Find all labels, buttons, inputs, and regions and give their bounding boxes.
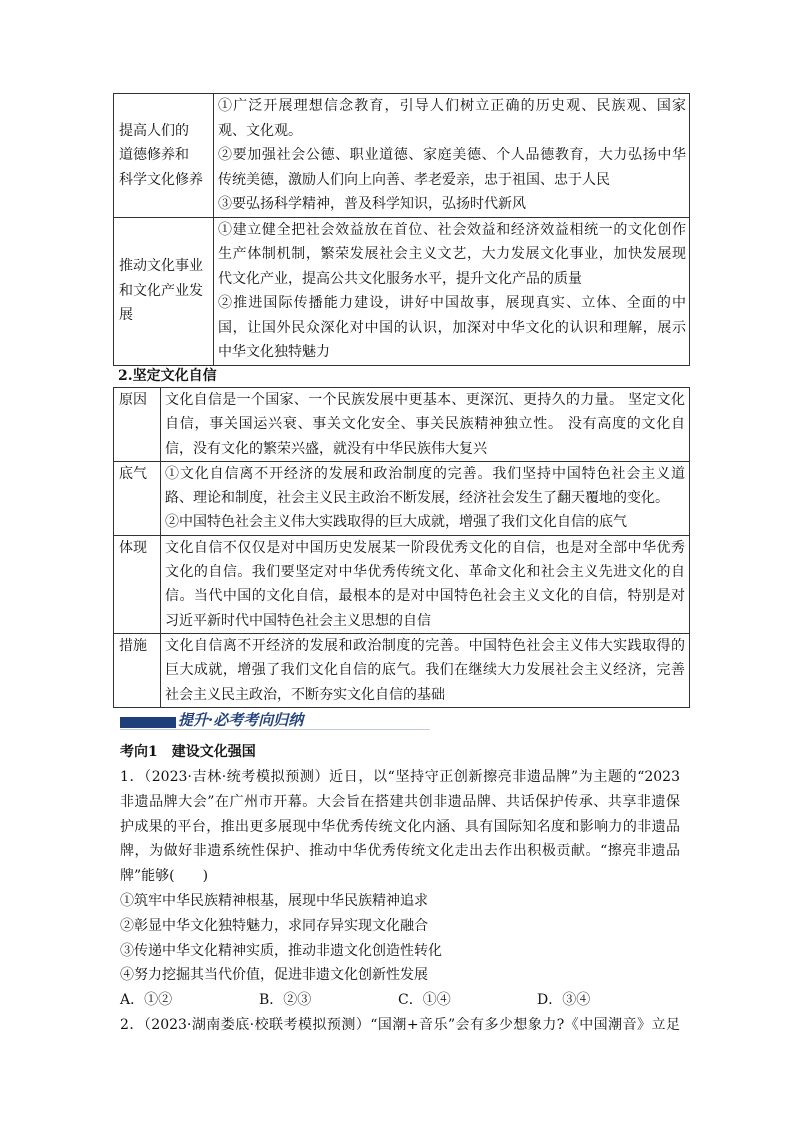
statement-item: ②彰显中华文化独特魅力，求同存异实现文化融合 [120, 917, 428, 934]
statement-item: ③传递中华文化精神实质，推动非遗文化创造性转化 [120, 942, 442, 959]
text-line: 信。当代中国的文化自信，最根本的是对中国特色社会主义文化的自信，特别是对 [165, 588, 685, 605]
text-line: 路、理论和制度，社会主义民主政治不断发展，经济社会发生了翻天覆地的变化。 [165, 490, 669, 507]
question-stem [120, 1013, 680, 1038]
text-line: ②推进国际传播能力建设，讲好中国故事，展现真实、立体、全面的中 [218, 295, 686, 311]
text-line: ①广泛开展理想信念教育，引导人们树立正确的历史观、民族观、国家 [218, 98, 686, 114]
text-line: ②要加强社会公德、职业道德、家庭美德、个人品德教育，大力弘扬中华 [218, 147, 686, 163]
row-label: 底气 [114, 462, 161, 535]
text-line: 中华文化独特魅力 [218, 344, 330, 360]
question-list [120, 765, 680, 1038]
answer-options [120, 988, 680, 1013]
answer-option: B．②③ [259, 992, 312, 1009]
text-line: 生产体制机制，繁荣发展社会主义文艺，大力发展文化事业，加快发展现 [218, 246, 686, 262]
row-label-line: 展 [119, 307, 133, 324]
paragraph [165, 536, 685, 633]
text-line: 文化自信离不开经济的发展和政治制度的完善。中国特色社会主义伟大实践取得的 [165, 637, 685, 654]
section-banner [120, 712, 430, 730]
stem-line: 牌”能够( ) [120, 868, 209, 885]
table-row [114, 462, 689, 536]
text-line: ①文化自信离不开经济的发展和政治制度的完善。我们坚持中国特色社会主义道 [165, 465, 685, 482]
question-item [120, 1013, 680, 1038]
answer-option: D．③④ [537, 992, 591, 1009]
answer-option: C．①④ [398, 992, 451, 1009]
paragraph [165, 634, 685, 707]
question-stem [120, 765, 680, 889]
text-line: 习近平新时代中国特色社会主义思想的自信 [165, 612, 431, 629]
text-line: 巨大成就，增强了我们文化自信的底气。我们在继续大力发展社会主义经济，完善 [165, 662, 685, 679]
stem-line: 2．（2023·湖南娄底·校联考模拟预测）“国潮+音乐”会有多少想象力?《中国潮音》立足 [120, 1016, 680, 1033]
table-row [114, 218, 689, 366]
question-item [120, 765, 680, 1013]
stem-line: 护成果的平台，推出更多展现中华优秀传统文化内涵、具有国际知名度和影响力的非遗品 [120, 818, 680, 835]
row-label-line: 道德修养和 [119, 147, 189, 163]
row-label-line: 推动文化事业 [119, 258, 203, 275]
paragraph [218, 218, 686, 292]
paragraph [165, 388, 685, 461]
text-line: ③要弘扬科学精神，普及科学知识，弘扬时代新风 [218, 196, 526, 212]
table-row [114, 388, 689, 462]
paragraph [218, 94, 686, 143]
text-line: 传统美德，激励人们向上向善、孝老爱亲，忠于祖国、忠于人民 [218, 171, 610, 188]
row-content [161, 388, 689, 461]
row-label: 体现 [114, 536, 161, 633]
row-label: 原因 [114, 388, 161, 461]
row-label-line: 和文化产业发 [119, 282, 203, 299]
text-line: 观、文化观。 [218, 122, 302, 139]
paragraph [165, 510, 685, 534]
text-line: ①建立健全把社会效益放在首位、社会效益和经济效益相统一的文化创作 [218, 221, 686, 238]
banner-title: 提升·必考考向归纳 [178, 711, 304, 729]
stem-line: 1．（2023·吉林·统考模拟预测）近日，以“坚持守正创新擦亮非遗品牌”为主题的“2023 [120, 769, 680, 785]
row-content [214, 94, 689, 217]
section-heading: 2.坚定文化自信 [118, 368, 217, 384]
paragraph [218, 192, 686, 217]
row-label-line: 提高人们的 [119, 122, 189, 139]
text-line: 社会主义民主政治，不断夯实文化自信的基础 [165, 686, 445, 703]
statement-item: ①筑牢中华民族精神根基，展现中华民族精神追求 [120, 892, 428, 909]
topic-heading: 考向1 建设文化强国 [120, 744, 256, 760]
paragraph [218, 143, 686, 192]
table-row [114, 536, 689, 634]
answer-option: A．①② [120, 992, 173, 1009]
row-content [161, 462, 689, 535]
table-row [114, 634, 689, 708]
text-line: 代文化产业，提高公共文化服务水平，提升文化产品的质量 [218, 270, 582, 287]
text-line: 文化的自信。我们要坚定对中华优秀传统文化、革命文化和社会主义先进文化的自 [165, 564, 685, 581]
row-label-line: 科学文化修养 [119, 171, 203, 188]
text-line: ②中国特色社会主义伟大实践取得的巨大成就，增强了我们文化自信的底气 [165, 514, 627, 531]
text-line: 信，没有文化的繁荣兴盛，就没有中华民族伟大复兴 [165, 440, 487, 457]
text-line: 文化自信不仅仅是对中国历史发展某一阶段优秀文化的自信，也是对全部中华优秀 [165, 539, 685, 556]
stem-line: 非遗品牌大会”在广州市开幕。大会旨在搭建共创非遗品牌、共话保护传承、共享非遗保 [120, 793, 680, 810]
row-content [214, 218, 689, 365]
summary-table-culture-development [113, 93, 690, 366]
row-label [114, 218, 214, 365]
summary-table-cultural-confidence [113, 387, 690, 708]
text-line: 国，让国外民众深化对中国的认识，加深对中华文化的认识和理解，展示 [218, 319, 686, 336]
stem-line: 牌，为做好非遗系统性保护、推动中华优秀传统文化走出去作出积极贡献。“擦亮非遗品 [120, 843, 680, 860]
row-content [161, 536, 689, 633]
text-line: 自信，事关国运兴衰、事关文化安全、事关民族精神独立性。 没有高度的文化自 [165, 416, 685, 433]
text-line: 文化自信是一个国家、一个民族发展中更基本、更深沉、更持久的力量。 坚定文化 [165, 392, 685, 408]
banner-bar [120, 717, 176, 728]
paragraph [165, 462, 685, 511]
row-content [161, 634, 689, 707]
table-row [114, 94, 689, 218]
row-label [114, 94, 214, 217]
paragraph [218, 291, 686, 365]
row-label: 措施 [114, 634, 161, 707]
statement-item: ④努力挖掘其当代价值，促进非遗文化创新性发展 [120, 967, 428, 984]
